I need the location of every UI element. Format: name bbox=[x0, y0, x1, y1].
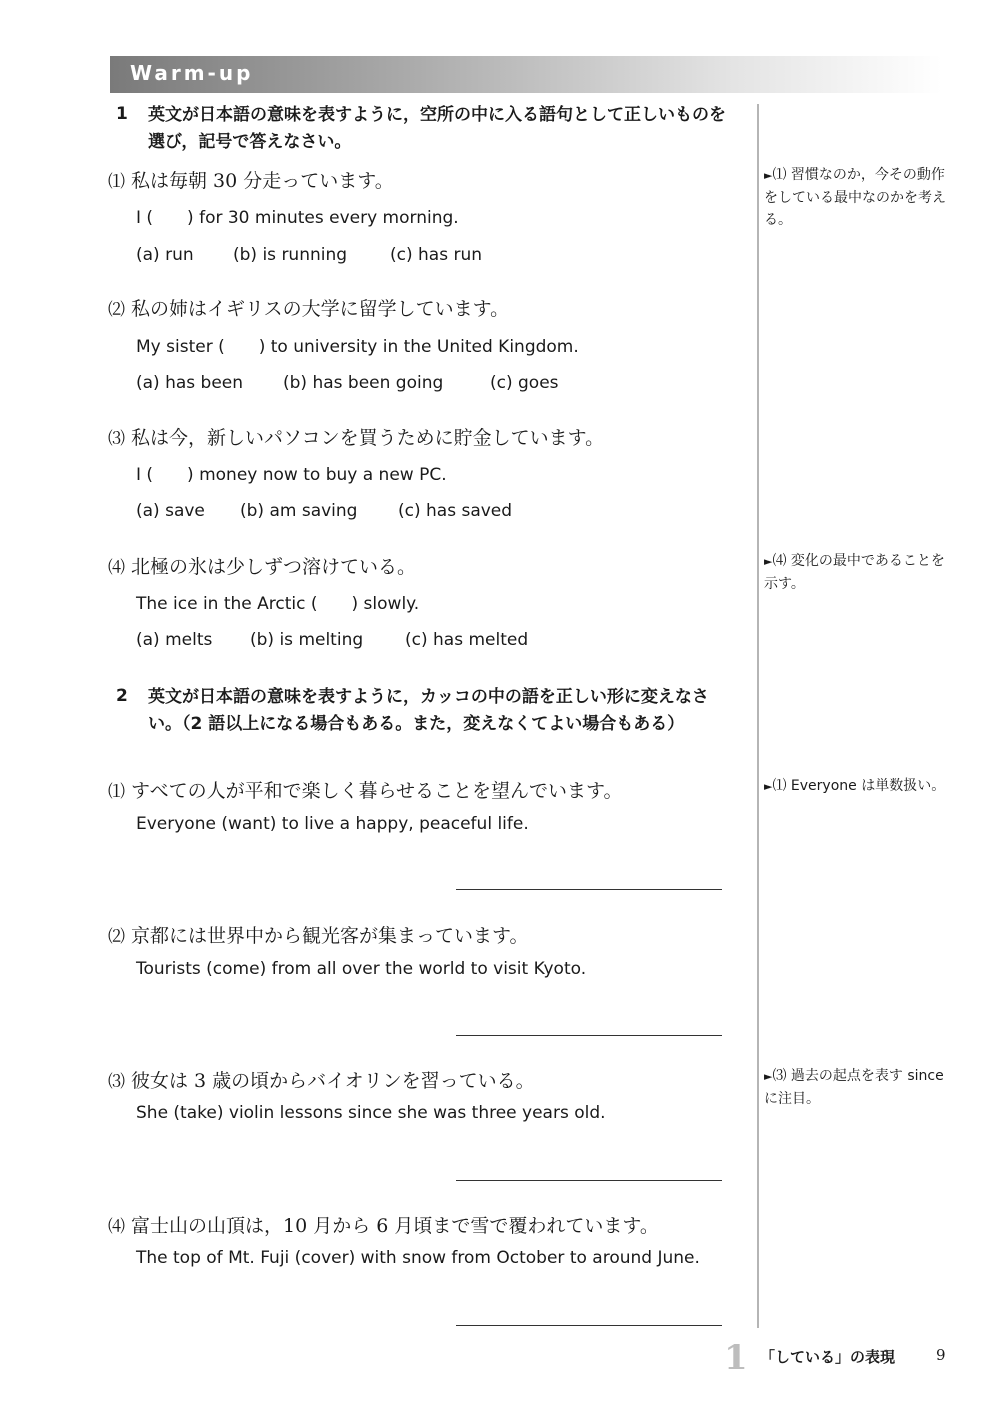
question-ja-text: 京都には世界中から観光客が集まっています。 bbox=[131, 925, 529, 947]
question-en: She (take) violin lessons since she was three years old. bbox=[136, 1103, 606, 1123]
section-1-number: 1 bbox=[116, 104, 128, 124]
pointer-arrow-icon: ► bbox=[764, 555, 773, 568]
question-number: ⑶ bbox=[108, 1072, 125, 1092]
choice-c[interactable]: (c) has melted bbox=[405, 630, 529, 650]
choice-b[interactable]: (b) has been going bbox=[283, 373, 444, 393]
note-text: ⑴ 習慣なのか，今その動作をしている最中なのかを考える。 bbox=[764, 167, 946, 228]
question-en: Tourists (come) from all over the world to visit Kyoto. bbox=[136, 959, 587, 979]
question-en: My sister ( ) to university in the United Kingdom. bbox=[136, 337, 579, 357]
warmup-header-bar bbox=[110, 56, 942, 93]
choice-a[interactable]: (a) run bbox=[136, 245, 194, 265]
answer-line[interactable] bbox=[456, 1180, 722, 1181]
warmup-title: Warm-up bbox=[130, 61, 254, 85]
margin-divider bbox=[757, 104, 759, 1328]
question-ja bbox=[108, 552, 416, 579]
choice-c[interactable]: (c) has run bbox=[390, 245, 483, 265]
question-ja bbox=[108, 776, 623, 803]
section-2-instruction: 英文が日本語の意味を表すように，カッコの中の語を正しい形に変えなさい。（2 語以上になる場合もある。また，変えなくてよい場合もある） bbox=[148, 687, 709, 734]
note-text: ⑶ 過去の起点を表す since に注目。 bbox=[764, 1068, 944, 1107]
note-text: ⑷ 変化の最中であることを示す。 bbox=[764, 553, 945, 592]
question-en: I ( ) money now to buy a new PC. bbox=[136, 465, 447, 485]
question-number: ⑷ bbox=[108, 558, 125, 578]
choice-b[interactable]: (b) is melting bbox=[250, 630, 364, 650]
chapter-title: 「している」の表現 bbox=[760, 1348, 896, 1366]
question-number: ⑵ bbox=[108, 300, 125, 320]
choice-c[interactable]: (c) has saved bbox=[398, 501, 513, 521]
question-number: ⑵ bbox=[108, 927, 125, 947]
note-text: ⑴ Everyone は単数扱い。 bbox=[772, 778, 946, 794]
page-number: 9 bbox=[936, 1346, 946, 1364]
question-en: The top of Mt. Fuji (cover) with snow from October to around June. bbox=[136, 1248, 700, 1268]
choice-a[interactable]: (a) save bbox=[136, 501, 205, 521]
question-ja bbox=[108, 1066, 535, 1093]
pointer-arrow-icon: ► bbox=[764, 780, 773, 793]
question-ja-text: 私の姉はイギリスの大学に留学しています。 bbox=[131, 298, 510, 320]
answer-line[interactable] bbox=[456, 889, 722, 890]
answer-line[interactable] bbox=[456, 1325, 722, 1326]
question-ja-text: 私は毎朝 30 分走っています。 bbox=[131, 170, 394, 192]
section-1-instruction: 英文が日本語の意味を表すように，空所の中に入る語句として正しいものを選び，記号で答えなさい。 bbox=[148, 105, 726, 152]
chapter-number: 1 bbox=[724, 1338, 748, 1378]
margin-note bbox=[764, 775, 952, 798]
question-en: Everyone (want) to live a happy, peaceful life. bbox=[136, 814, 529, 834]
pointer-arrow-icon: ► bbox=[764, 1070, 773, 1083]
question-ja bbox=[108, 921, 528, 948]
question-ja bbox=[108, 166, 394, 193]
answer-line[interactable] bbox=[456, 1035, 722, 1036]
question-ja-text: 彼女は 3 歳の頃からバイオリンを習っている。 bbox=[131, 1070, 535, 1092]
question-en: I ( ) for 30 minutes every morning. bbox=[136, 208, 459, 228]
choice-b[interactable]: (b) is running bbox=[233, 245, 348, 265]
choice-b[interactable]: (b) am saving bbox=[240, 501, 358, 521]
question-ja bbox=[108, 294, 509, 321]
question-ja-text: 私は今，新しいパソコンを買うために貯金しています。 bbox=[131, 427, 605, 449]
choice-a[interactable]: (a) has been bbox=[136, 373, 244, 393]
question-number: ⑷ bbox=[108, 1217, 125, 1237]
question-ja-text: 富士山の山頂は，10 月から 6 月頃まで雪で覆われています。 bbox=[131, 1215, 659, 1237]
question-ja-text: すべての人が平和で楽しく暮らせることを望んでいます。 bbox=[131, 780, 623, 802]
section-2-number: 2 bbox=[116, 686, 128, 706]
margin-note bbox=[764, 550, 952, 595]
question-ja bbox=[108, 1211, 659, 1238]
question-ja-text: 北極の氷は少しずつ溶けている。 bbox=[131, 556, 417, 578]
question-number: ⑴ bbox=[108, 172, 125, 192]
question-ja bbox=[108, 423, 604, 450]
question-number: ⑴ bbox=[108, 782, 125, 802]
pointer-arrow-icon: ► bbox=[764, 169, 773, 182]
question-en: The ice in the Arctic ( ) slowly. bbox=[136, 594, 420, 614]
choice-c[interactable]: (c) goes bbox=[490, 373, 559, 393]
choice-a[interactable]: (a) melts bbox=[136, 630, 213, 650]
margin-note bbox=[764, 164, 952, 231]
question-number: ⑶ bbox=[108, 429, 125, 449]
margin-note bbox=[764, 1065, 952, 1110]
